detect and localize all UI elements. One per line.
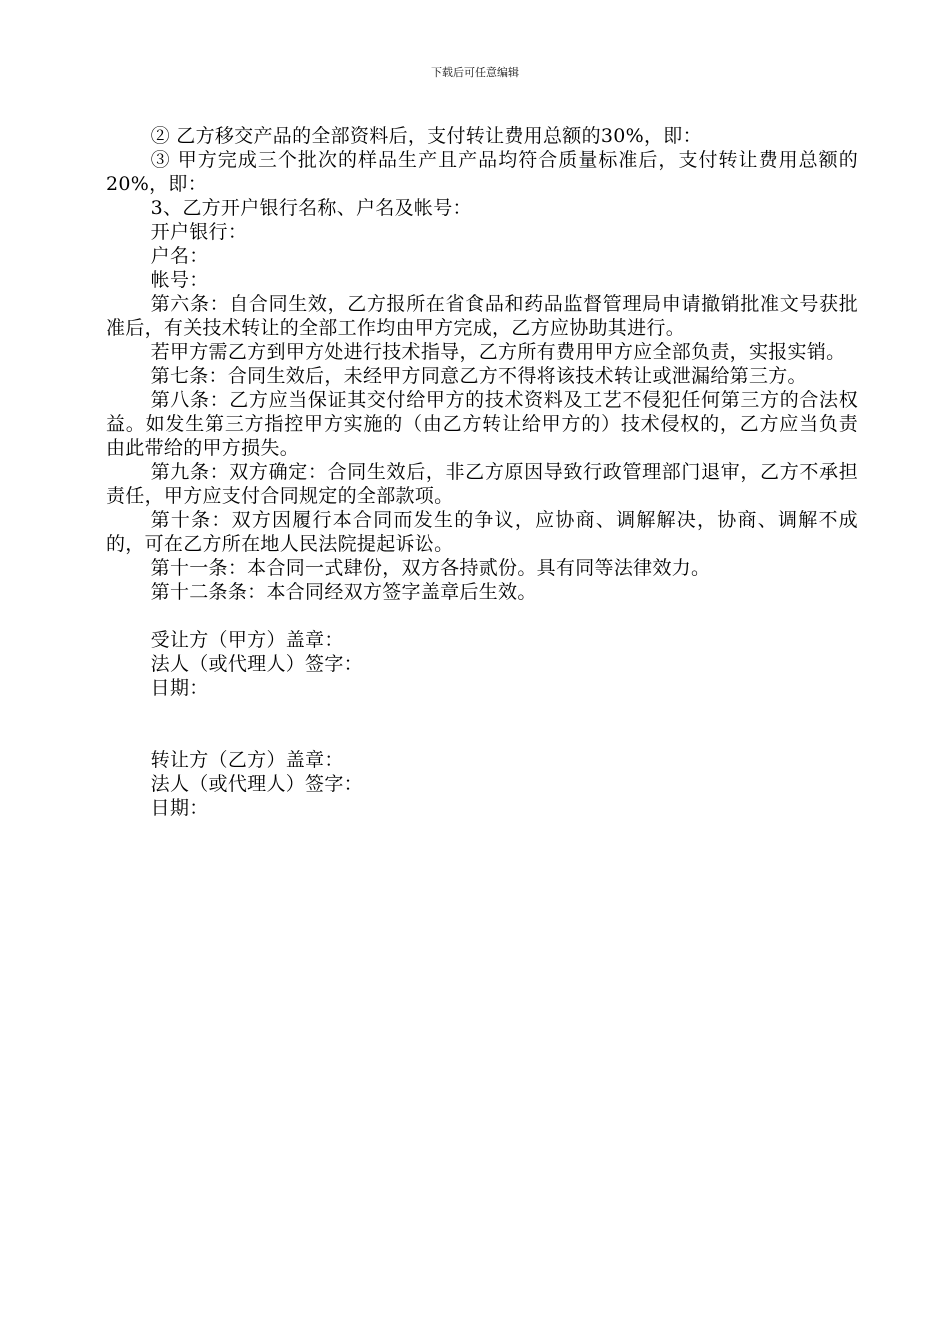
article-8: 第八条：乙方应当保证其交付给甲方的技术资料及工艺不侵犯任何第三方的合法权益。如发生第三方指控甲方实施的（由乙方转让给甲方的）技术侵权的，乙方应当负责由此带给的甲方损失。 — [106, 389, 858, 459]
account-number-line: 帐号： — [150, 269, 209, 291]
payment-clause-2: ② 乙方移交产品的全部资料后，支付转让费用总额的30%，即： — [150, 125, 702, 147]
party-b-date: 日期： — [150, 797, 209, 819]
spacer — [106, 700, 858, 748]
payment-clause-3: ③ 甲方完成三个批次的样品生产且产品均符合质量标准后，支付转让费用总额的20%，即： — [106, 149, 858, 195]
article-6: 第六条：自合同生效，乙方报所在省食品和药品监督管理局申请撤销批准文号获批准后，有关技术转让的全部工作均由甲方完成，乙方应协助其进行。 — [106, 293, 858, 339]
article-12: 第十二条条：本合同经双方签字盖章后生效。 — [150, 581, 537, 603]
document-body — [106, 124, 858, 820]
party-a-seal: 受让方（甲方）盖章： — [150, 629, 344, 651]
page-header: 下载后可任意编辑 — [431, 66, 519, 79]
party-a-signature: 法人（或代理人）签字： — [150, 653, 363, 675]
account-name-line: 户名： — [150, 245, 209, 267]
spacer — [106, 604, 858, 628]
article-10: 第十条：双方因履行本合同而发生的争议，应协商、调解解决，协商、调解不成的，可在乙方所在地人民法院提起诉讼。 — [106, 509, 858, 555]
bank-info-heading: 3、乙方开户银行名称、户名及帐号： — [150, 197, 472, 219]
article-6-supplement: 若甲方需乙方到甲方处进行技术指导，乙方所有费用甲方应全部负责，实报实销。 — [150, 341, 846, 363]
party-b-signature: 法人（或代理人）签字： — [150, 773, 363, 795]
party-b-seal: 转让方（乙方）盖章： — [150, 749, 344, 771]
party-a-date: 日期： — [150, 677, 209, 699]
bank-name-line: 开户银行： — [150, 221, 248, 243]
article-7: 第七条：合同生效后，未经甲方同意乙方不得将该技术转让或泄漏给第三方。 — [150, 365, 807, 387]
article-11: 第十一条：本合同一式肆份，双方各持贰份。具有同等法律效力。 — [150, 557, 711, 579]
article-9: 第九条：双方确定：合同生效后，非乙方原因导致行政管理部门退审，乙方不承担责任，甲方应支付合同规定的全部款项。 — [106, 461, 858, 507]
